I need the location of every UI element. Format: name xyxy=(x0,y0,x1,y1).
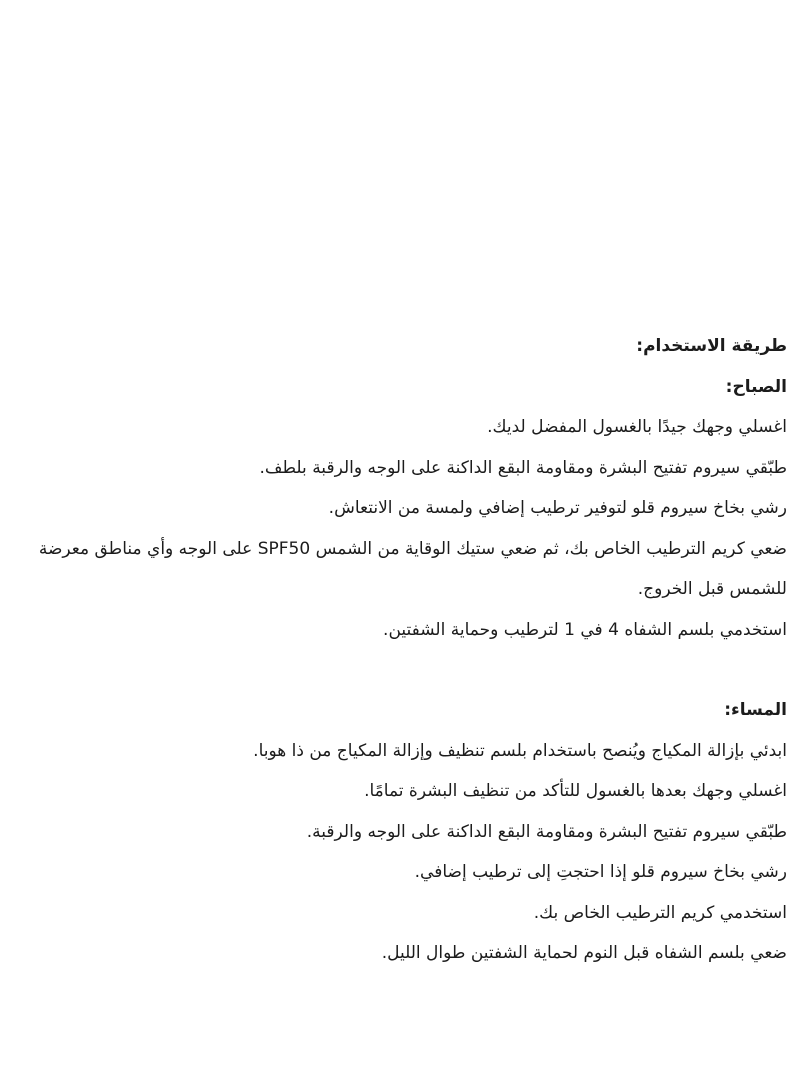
evening-heading: المساء: xyxy=(724,700,787,720)
morning-step: رشي بخاخ سيروم قلو لتوفير ترطيب إضافي ولمسة من الانتعاش. xyxy=(328,498,787,518)
morning-step-continuation: للشمس قبل الخروج. xyxy=(637,579,787,599)
morning-heading: الصباح: xyxy=(725,376,787,397)
evening-step: ضعي بلسم الشفاه قبل النوم لحماية الشفتين طوال الليل. xyxy=(381,943,787,963)
morning-step: اغسلي وجهك جيدًا بالغسول المفضل لديك. xyxy=(487,417,787,437)
instructions-title: طريقة الاستخدام: xyxy=(636,336,787,356)
evening-step: ابدئي بإزالة المكياج ويُنصح باستخدام بلسم تنظيف وإزالة المكياج من ذا هوبا. xyxy=(253,740,787,761)
evening-step: استخدمي كريم الترطيب الخاص بك. xyxy=(533,902,787,923)
evening-step: طبّقي سيروم تفتيح البشرة ومقاومة البقع الداكنة على الوجه والرقبة. xyxy=(306,821,787,842)
section-spacer xyxy=(0,650,787,690)
morning-step: استخدمي بلسم الشفاه 4 في 1 لترطيب وحماية الشفتين. xyxy=(383,619,787,640)
morning-step: ضعي كريم الترطيب الخاص بك، ثم ضعي ستيك الوقاية من الشمس SPF50 على الوجه وأي مناطق معرضة xyxy=(38,538,787,559)
evening-step: اغسلي وجهك بعدها بالغسول للتأكد من تنظيف البشرة تمامًا. xyxy=(364,781,787,801)
evening-step: رشي بخاخ سيروم قلو إذا احتجتِ إلى ترطيب إضافي. xyxy=(414,862,787,882)
morning-step: طبّقي سيروم تفتيح البشرة ومقاومة البقع الداكنة على الوجه والرقبة بلطف. xyxy=(259,457,787,478)
usage-instructions xyxy=(0,326,787,974)
